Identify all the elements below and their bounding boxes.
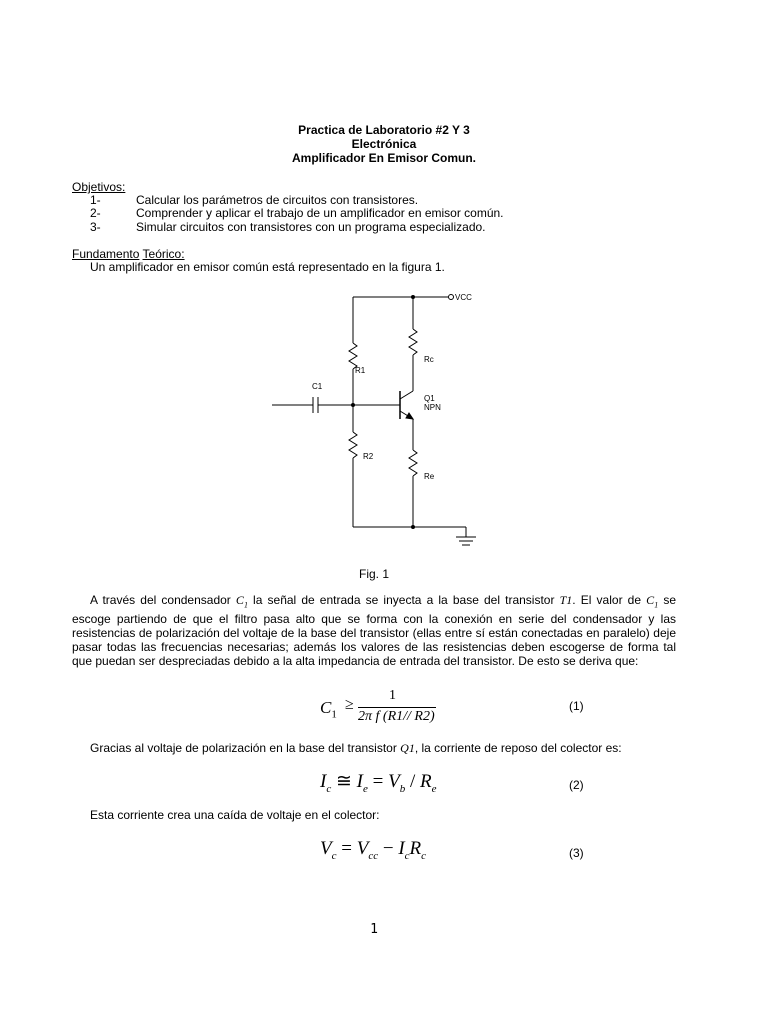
text-run: Gracias al voltaje de polarización en la base del transistor (90, 741, 401, 755)
page-number: 1 (370, 922, 378, 937)
objective-text: Comprender y aplicar el trabajo de un amplificador en emisor común. (136, 206, 504, 220)
objective-text: Calcular los parámetros de circuitos con transistores. (136, 193, 419, 207)
eq1-denominator: 2π f (R1// R2) (358, 709, 435, 724)
subscript: 1 (331, 708, 337, 721)
q1-symbol: Q1 (400, 741, 415, 755)
subscript: 1 (243, 600, 248, 610)
objectives-heading: Objetivos: (72, 180, 126, 194)
doc-title: Practica de Laboratorio #2 Y 3 (298, 123, 470, 137)
vcc-label: VCC (455, 293, 472, 302)
c1-label: C1 (312, 382, 323, 391)
paragraph-polarizacion (90, 741, 622, 756)
equation-3: $V_c = V_{cc} - I_cR_c$ (320, 838, 427, 862)
q1-label: Q1 (424, 394, 435, 403)
doc-topic: Amplificador En Emisor Comun. (291, 151, 477, 165)
r1-label: R1 (355, 366, 366, 375)
subscript: 1 (654, 600, 659, 610)
equation-3-number: (3) (569, 846, 584, 860)
eq1-lhs (320, 698, 337, 720)
equation-1-number: (1) (569, 699, 584, 713)
text-run: la señal de entrada se inyecta a la base del transistor (247, 593, 560, 607)
fraction-bar (358, 707, 436, 708)
objective-number: 1- (90, 193, 101, 207)
fundamento-intro: Un amplificador en emisor común está representado en la figura 1. (90, 260, 445, 274)
objective-text: Simular circuitos con transistores con un programa especializado. (136, 220, 486, 234)
eq1-numerator: 1 (389, 688, 396, 703)
npn-label: NPN (424, 403, 441, 412)
text-run: C (320, 698, 332, 717)
r2-label: R2 (363, 452, 374, 461)
fundamento-heading (72, 247, 185, 261)
re-label: Re (424, 472, 435, 481)
objective-number: 3- (90, 220, 101, 234)
c1-symbol (235, 593, 248, 610)
circuit-diagram (260, 285, 490, 555)
c1-symbol (646, 593, 659, 610)
figure-caption: Fig. 1 (358, 567, 389, 581)
equation-1 (320, 688, 450, 728)
text-run: . El valor de (572, 593, 647, 607)
objective-number: 2- (90, 206, 101, 220)
fundamento-word: Fundamento (72, 247, 140, 261)
text-run: C (646, 593, 655, 607)
eq1-relation: ≥ (345, 696, 354, 713)
paragraph-caida: Esta corriente crea una caída de voltaje en el colector: (90, 808, 380, 822)
paragraph-condensador (72, 593, 676, 668)
text-run: A través del condensador (90, 593, 236, 607)
text-run: C (235, 593, 244, 607)
rc-label: Rc (424, 355, 434, 364)
teorico-word: Teórico: (142, 247, 185, 261)
text-run: se escoge partiendo de que el filtro pasa alto que se forma con la conexión en serie del condensador y las resistencias de polarización del voltaje de la base del transistor (ellas entre sí están conectadas en paralelo) deje pasar todas las frecuencias necesarias; además los valores de las resistencias deben escogerse de forma tal que puedan ser despreciadas debido a la alta impedancia de entrada del transistor. De esto se deriva que: (72, 593, 676, 669)
text-run: , la corriente de reposo del colector es: (414, 741, 622, 755)
equation-2-number: (2) (569, 778, 584, 792)
t1-symbol: T1 (559, 593, 573, 607)
doc-subject: Electrónica (351, 137, 417, 151)
equation-2: $I_c$ ≅ $I_e = V_b / R_e$ (320, 771, 437, 795)
